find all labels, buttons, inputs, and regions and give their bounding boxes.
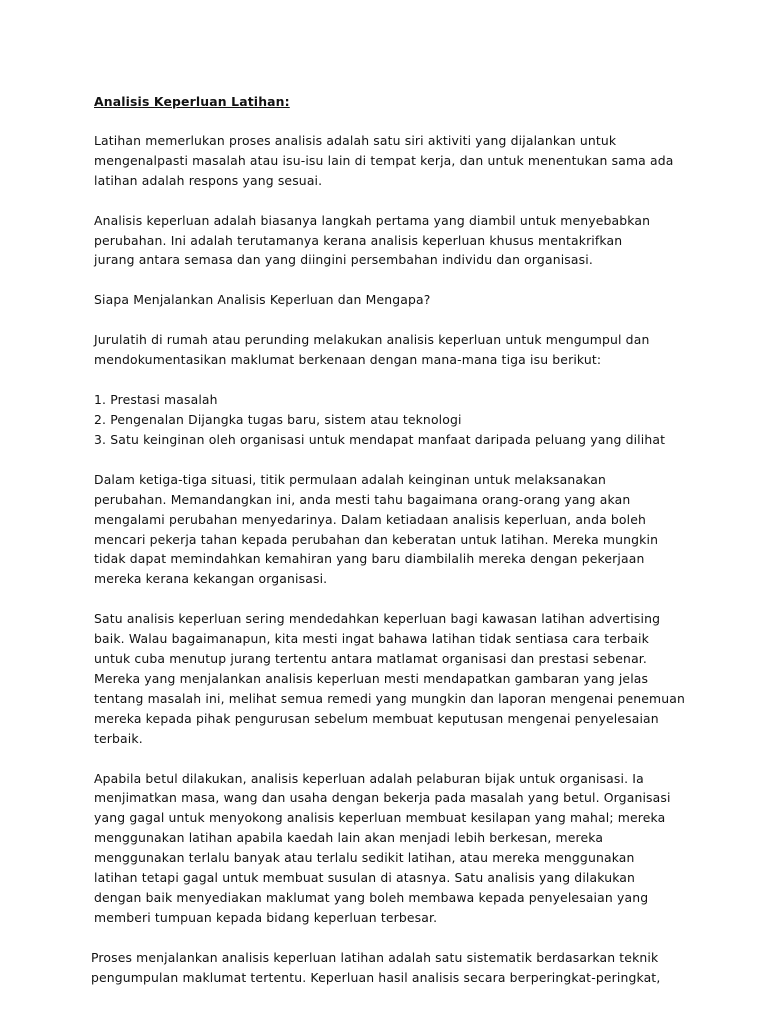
text-line: menjimatkan masa, wang dan usaha dengan bekerja pada masalah yang betul. Organisasi <box>94 790 671 806</box>
paragraph <box>94 211 694 271</box>
text-line: Mereka yang menjalankan analisis keperluan mesti mendapatkan gambaran yang jelas <box>94 670 649 686</box>
text-line: Satu analisis keperluan sering mendedahkan keperluan bagi kawasan latihan advertising <box>94 611 661 627</box>
text-line: jurang antara semasa dan yang diingini persembahan individu dan organisasi. <box>94 252 593 268</box>
text-line: Apabila betul dilakukan, analisis keperluan adalah pelaburan bijak untuk organisasi. Ia <box>94 770 644 786</box>
paragraph <box>94 330 694 370</box>
text-line: perubahan. Ini adalah terutamanya kerana analisis keperluan khusus mentakrifkan <box>94 232 623 248</box>
text-line: Siapa Menjalankan Analisis Keperluan dan Mengapa? <box>94 292 431 308</box>
section-heading <box>94 290 694 310</box>
text-line: baik. Walau bagaimanapun, kita mesti ingat bahawa latihan tidak sentiasa cara terbaik <box>94 631 649 647</box>
text-line: terbaik. <box>94 730 143 746</box>
paragraph <box>94 609 694 748</box>
text-line: Proses menjalankan analisis keperluan latihan adalah satu sistematik berdasarkan teknik <box>91 949 659 965</box>
text-line: Dalam ketiga-tiga situasi, titik permulaan adalah keinginan untuk melaksanakan <box>94 471 606 487</box>
text-line: memberi tumpuan kepada bidang keperluan terbesar. <box>94 909 438 925</box>
text-line: untuk cuba menutup jurang tertentu antara matlamat organisasi dan prestasi sebenar. <box>94 651 648 667</box>
text-line: yang gagal untuk menyokong analisis keperluan membuat kesilapan yang mahal; mereka <box>94 810 666 826</box>
text-line: mencari pekerja tahan kepada perubahan dan keberatan untuk latihan. Mereka mungkin <box>94 531 659 547</box>
document-title: Analisis Keperluan Latihan: <box>94 94 290 109</box>
text-line: dengan baik menyediakan maklumat yang boleh membawa kepada penyelesaian yang <box>94 890 649 905</box>
text-line: perubahan. Memandangkan ini, anda mesti tahu bagaimana orang-orang yang akan <box>94 491 631 507</box>
text-line: mereka kepada pihak pengurusan sebelum membuat keputusan mengenai penyelesaian <box>94 710 659 726</box>
text-line: tentang masalah ini, melihat semua remedi yang mungkin dan laporan mengenai penemuan <box>94 690 685 706</box>
text-line: Latihan memerlukan proses analisis adalah satu siri aktiviti yang dijalankan untuk <box>94 132 617 148</box>
list-item: 3. Satu keinginan oleh organisasi untuk mendapat manfaat daripada peluang yang dilihat <box>94 431 666 447</box>
list-item: 1. Prestasi masalah <box>94 392 218 408</box>
text-line: mendokumentasikan maklumat berkenaan dengan mana-mana tiga isu berikut: <box>94 352 602 368</box>
numbered-list <box>94 390 694 450</box>
text-line: mengenalpasti masalah atau isu-isu lain di tempat kerja, dan untuk menentukan sama ada <box>94 152 674 168</box>
paragraph <box>91 948 694 988</box>
text-line: tidak dapat memindahkan kemahiran yang baru diambilalih mereka dengan pekerjaan <box>94 551 645 567</box>
list-item: 2. Pengenalan Dijangka tugas baru, sistem atau teknologi <box>94 411 462 427</box>
paragraph <box>94 470 694 589</box>
paragraph <box>94 131 694 191</box>
text-line: pengumpulan maklumat tertentu. Keperluan hasil analisis secara berperingkat-peringkat, <box>91 969 661 985</box>
text-line: menggunakan latihan apabila kaedah lain akan menjadi lebih berkesan, mereka <box>94 830 604 846</box>
text-line: mengalami perubahan menyedarinya. Dalam ketiadaan analisis keperluan, anda boleh <box>94 511 647 527</box>
text-line: menggunakan terlalu banyak atau terlalu sedikit latihan, atau mereka menggunakan <box>94 850 635 866</box>
paragraph <box>94 769 694 928</box>
text-line: Jurulatih di rumah atau perunding melakukan analisis keperluan untuk mengumpul dan <box>94 332 650 348</box>
text-line: latihan tetapi gagal untuk membuat susulan di atasnya. Satu analisis yang dilakukan <box>94 870 636 886</box>
text-line: latihan adalah respons yang sesuai. <box>94 172 323 188</box>
text-line: Analisis keperluan adalah biasanya langkah pertama yang diambil untuk menyebabkan <box>94 212 651 228</box>
document-body <box>91 92 694 1008</box>
text-line: mereka kerana kekangan organisasi. <box>94 571 328 587</box>
